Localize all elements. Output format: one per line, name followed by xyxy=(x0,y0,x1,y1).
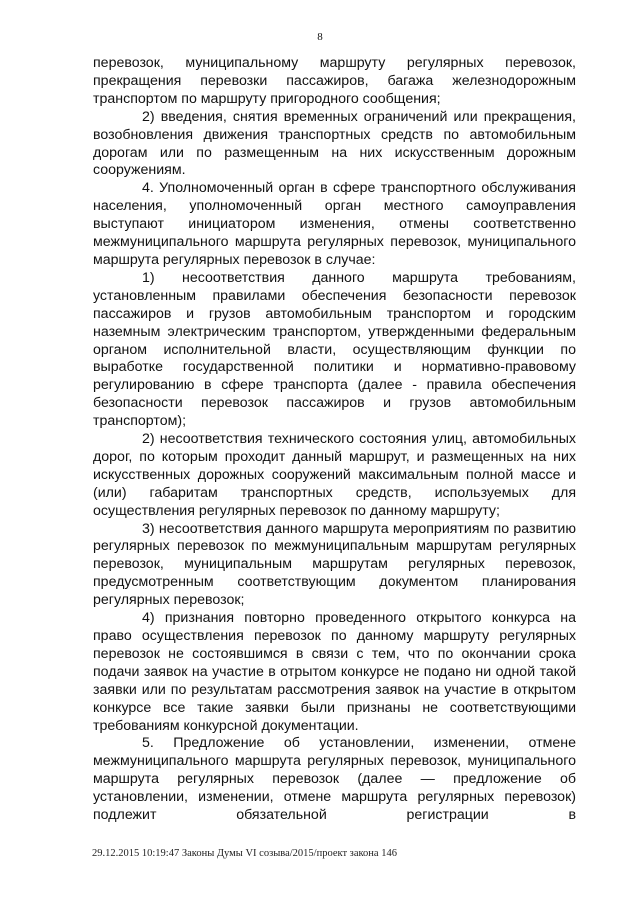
paragraph-continuation: перевозок, муниципальному маршруту регулярных перевозок, прекращения перевозки пассажиров, багажа железнодорожным транспортом по маршруту пригородного сообщения; xyxy=(93,55,576,107)
paragraph-section-4: 4. Уполномоченный орган в сфере транспортного обслуживания населения, уполномоченный орган местного самоуправления выступают инициатором изменения, отмены соответственно межмуниципального маршрута регулярных перевозок, муниципального маршрута регулярных перевозок в случае: xyxy=(93,180,576,268)
document-body xyxy=(93,55,576,825)
paragraph-item-3-planning: 3) несоответствия данного маршрута мероприятиям по развитию регулярных перевозок по межмуниципальным маршрутам регулярных перевозок, муниципальным маршрутам регулярных перевозок, предусмотренным соответствующим документом планирования регулярных перевозок; xyxy=(93,520,576,609)
paragraph-item-2-suspension: 2) введения, снятия временных ограничений или прекращения, возобновления движения транспортных средств по автомобильным дорогам или по размещенным на них искусственным дорожным сооружениям. xyxy=(93,108,576,179)
paragraph-section-5: 5. Предложение об установлении, изменении, отмене межмуниципального маршрута регулярных перевозок, муниципального маршрута регулярных перевозок (далее — предложение об установлении, изменении, отмене маршрута регулярных перевозок) подлежит обязательной регистрации в xyxy=(93,735,576,824)
paragraph-item-1-safety-rules: 1) несоответствия данного маршрута требованиям, установленным правилами обеспечения безопасности перевозок пассажиров и грузов автомобильным транспортом и городским наземным электрическим транспортом, утвержденными федеральным органом исполнительной власти, осуществляющим функции по выработке государственной политики и нормативно-правовому регулированию в сфере транспорта (далее - правила обеспечения безопасности перевозок пассажиров и грузов автомобильным транспортом); xyxy=(93,269,576,430)
document-footer: 29.12.2015 10:19:47 Законы Думы VI созыва/2015/проект закона 146 xyxy=(92,848,397,859)
page-number: 8 xyxy=(317,31,323,43)
paragraph-item-4-tender: 4) признания повторно проведенного открытого конкурса на право осуществления перевозок по данному маршруту регулярных перевозок не состоявшимся в связи с тем, что по окончании срока подачи заявок на участие в отрытом конкурсе не подано ни одной такой заявки или по результатам рассмотрения заявок на участие в открытом конкурсе все такие заявки были признаны не соответствующими требованиям конкурсной документации. xyxy=(93,610,576,734)
paragraph-item-2-road-condition: 2) несоответствия технического состояния улиц, автомобильных дорог, по которым проходит данный маршрут, и размещенных на них искусственных дорожных сооружений максимальным полной массе и (или) габаритам транспортных средств, используемых для осуществления регулярных перевозок по данному маршруту; xyxy=(93,431,576,519)
